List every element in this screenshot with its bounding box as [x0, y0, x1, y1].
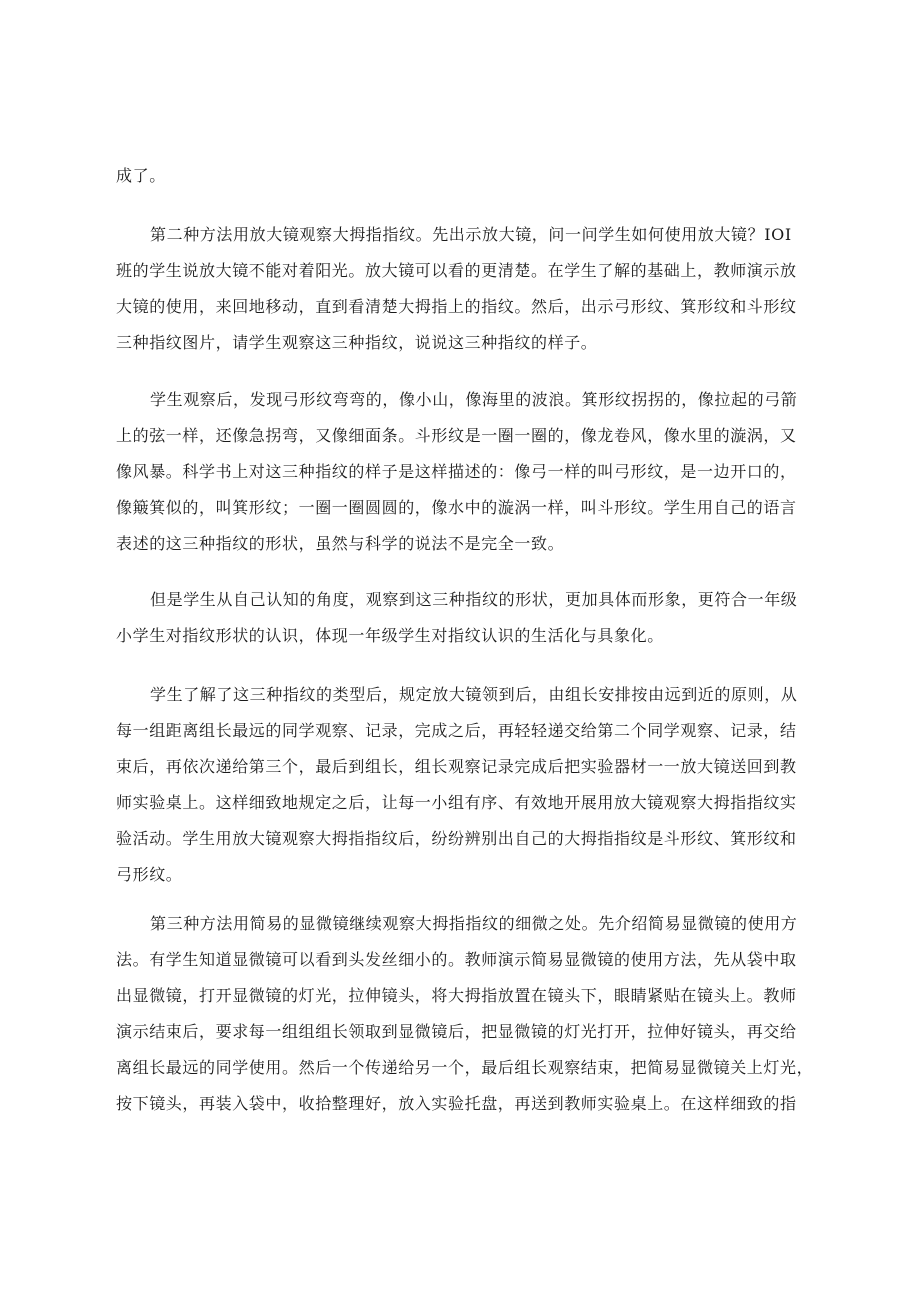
paragraph-line: 上的弦一样，还像急拐弯，又像细面条。斗形纹是一圈一圈的，像龙卷风，像水里的漩涡，又: [116, 426, 797, 445]
paragraph-line: 每一组距离组长最远的同学观察、记录，完成之后，再轻轻递交给第二个同学观察、记录，结: [116, 721, 797, 740]
paragraph-line: 出显微镜，打开显微镜的灯光，拉伸镜头，将大拇指放置在镜头下，眼睛紧贴在镜头上。教师: [116, 986, 797, 1005]
paragraph-line: 第二种方法用放大镜观察大拇指指纹。先出示放大镜，问一问学生如何使用放大镜？IOI: [150, 225, 792, 244]
paragraph-line: 大镜的使用，来回地移动，直到看清楚大拇指上的指纹。然后，出示弓形纹、箕形纹和斗形纹: [116, 297, 797, 316]
paragraph-line: 束后，再依次递给第三个，最后到组长，组长观察记录完成后把实验器材一一放大镜送回到教: [116, 757, 797, 776]
paragraph-line: 三种指纹图片，请学生观察这三种指纹，说说这三种指纹的样子。: [116, 333, 598, 352]
paragraph-line: 师实验桌上。这样细致地规定之后，让每一小组有序、有效地开展用放大镜观察大拇指指纹实: [116, 793, 797, 812]
paragraph-line: 学生观察后，发现弓形纹弯弯的，像小山，像海里的波浪。箕形纹拐拐的，像拉起的弓箭: [150, 390, 798, 409]
paragraph-line: 小学生对指纹形状的认识，体现一年级学生对指纹认识的生活化与具象化。: [116, 626, 664, 645]
paragraph-line: 法。有学生知道显微镜可以看到头发丝细小的。教师演示简易显微镜的使用方法，先从袋中取: [116, 950, 797, 969]
paragraph-line: 演示结束后，要求每一组组组长领取到显微镜后，把显微镜的灯光打开，拉伸好镜头，再交给: [116, 1022, 797, 1041]
paragraph-line: 成了。: [116, 166, 166, 185]
paragraph-line: 像簸箕似的，叫箕形纹；一圈一圈圆圆的，像水中的漩涡一样，叫斗形纹。学生用自己的语言: [116, 498, 797, 517]
paragraph-line: 班的学生说放大镜不能对着阳光。放大镜可以看的更清楚。在学生了解的基础上，教师演示放: [116, 261, 797, 280]
paragraph-line: 离组长最远的同学使用。然后一个传递给另一个，最后组长观察结束，把简易显微镜关上灯光，: [116, 1058, 814, 1077]
paragraph-line: 表述的这三种指纹的形状，虽然与科学的说法不是完全一致。: [116, 534, 565, 553]
paragraph-line: 第三种方法用简易的显微镜继续观察大拇指指纹的细微之处。先介绍简易显微镜的使用方: [150, 914, 798, 933]
paragraph-line: 按下镜头，再装入袋中，收拾整理好，放入实验托盘，再送到教师实验桌上。在这样细致的指: [116, 1094, 797, 1113]
paragraph-line: 像风暴。科学书上对这三种指纹的样子是这样描述的：像弓一样的叫弓形纹，是一边开口的，: [116, 462, 797, 481]
paragraph-line: 但是学生从自己认知的角度，观察到这三种指纹的形状，更加具体而形象，更符合一年级: [150, 590, 798, 609]
paragraph-line: 验活动。学生用放大镜观察大拇指指纹后，纷纷辨别出自己的大拇指指纹是斗形纹、箕形纹和: [116, 829, 797, 848]
paragraph-line: 学生了解了这三种指纹的类型后，规定放大镜领到后，由组长安排按由远到近的原则，从: [150, 685, 798, 704]
paragraph-line: 弓形纹。: [116, 865, 183, 884]
